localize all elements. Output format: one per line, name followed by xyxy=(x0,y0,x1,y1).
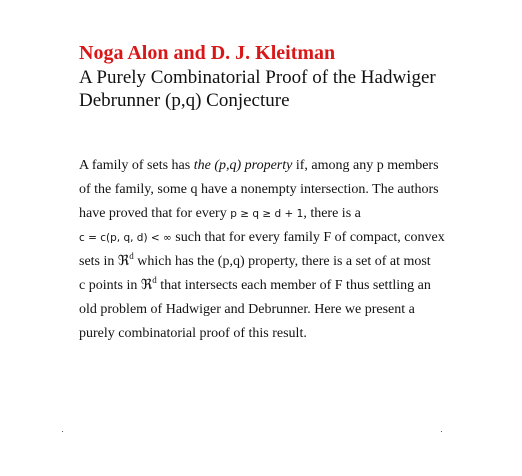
title-line-2: Debrunner (p,q) Conjecture xyxy=(79,90,290,111)
abstract-line-2: of the family, some q have a nonempty intersection. The authors xyxy=(79,182,439,197)
abstract-superscript: d xyxy=(129,251,134,261)
abstract-text: sets in ℜ xyxy=(79,254,130,269)
abstract-emphasis: the (p,q) property xyxy=(193,158,293,173)
abstract-text: A family of sets has xyxy=(79,158,194,173)
abstract-line-3 xyxy=(79,202,489,226)
abstract-math: c = c(p, q, d) < ∞ xyxy=(79,232,172,244)
crop-mark-right xyxy=(441,431,442,432)
abstract-text: such that for every family F of compact, convex xyxy=(171,230,445,245)
abstract-line-6 xyxy=(79,274,489,298)
abstract-text: if, among any p members xyxy=(292,158,439,173)
abstract-line-4 xyxy=(79,226,489,250)
paper-authors: Noga Alon and D. J. Kleitman xyxy=(79,42,336,64)
abstract-text: have proved that for every xyxy=(79,206,231,221)
crop-mark-left xyxy=(62,431,63,432)
paper-abstract xyxy=(79,154,489,346)
abstract-math: p ≥ q ≥ d + 1 xyxy=(230,208,304,220)
abstract-text: , there is a xyxy=(303,206,361,221)
abstract-line-8: purely combinatorial proof of this result. xyxy=(79,326,307,341)
abstract-line-7: old problem of Hadwiger and Debrunner. Here we present a xyxy=(79,302,415,317)
abstract-text: which has the (p,q) property, there is a set of at most xyxy=(133,254,431,269)
abstract-line-5 xyxy=(79,250,489,274)
abstract-text: c points in ℜ xyxy=(79,278,153,293)
abstract-superscript: d xyxy=(152,275,157,285)
title-line-1: A Purely Combinatorial Proof of the Hadwiger xyxy=(79,67,436,88)
abstract-line-1 xyxy=(79,154,489,178)
paper-title xyxy=(79,66,499,112)
abstract-text: that intersects each member of F thus settling an xyxy=(156,278,431,293)
